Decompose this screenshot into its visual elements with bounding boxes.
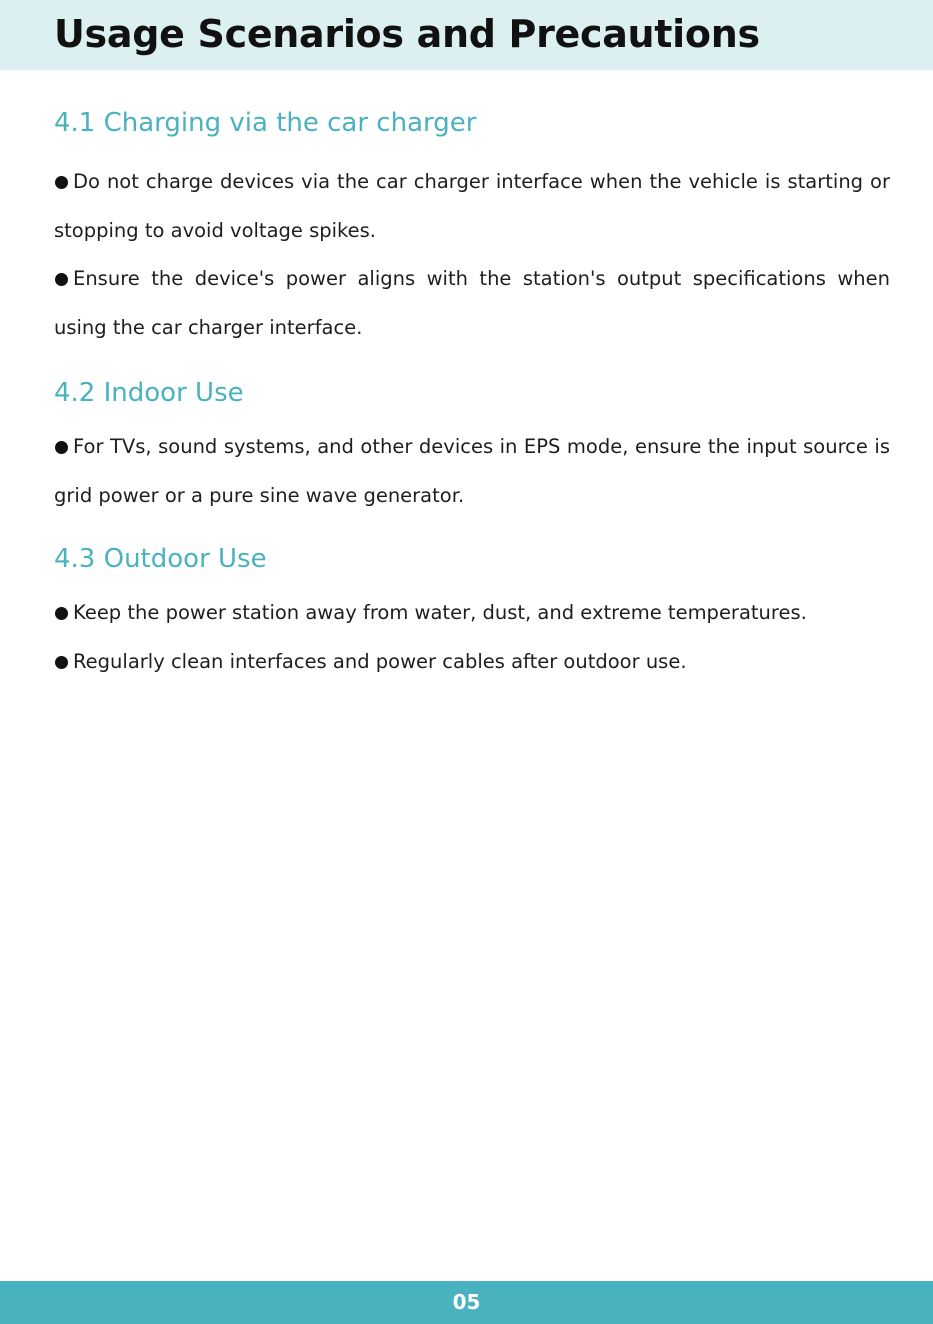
section-heading-outdoor-use: 4.3 Outdoor Use — [54, 544, 267, 574]
header-band — [0, 0, 933, 70]
bullet-dot-icon — [55, 176, 68, 189]
section-heading-indoor-use: 4.2 Indoor Use — [54, 378, 244, 408]
list-item — [54, 588, 890, 637]
list-item — [54, 254, 890, 352]
bullet-dot-icon — [55, 273, 68, 286]
bullet-dot-icon — [55, 441, 68, 454]
list-item — [54, 422, 890, 520]
list-item-text: For TVs, sound systems, and other devices in EPS mode, ensure the input source is grid power or a pure sine wave generator. — [54, 435, 890, 507]
bullet-dot-icon — [55, 656, 68, 669]
list-item-text: Regularly clean interfaces and power cables after outdoor use. — [73, 650, 687, 673]
footer-band — [0, 1281, 933, 1324]
section-heading-car-charger: 4.1 Charging via the car charger — [54, 108, 477, 138]
list-item-text: Ensure the device's power aligns with the station's output specifications when using the car charger interface. — [54, 267, 890, 339]
page-number: 05 — [452, 1290, 481, 1314]
page-title: Usage Scenarios and Precautions — [54, 12, 760, 56]
list-item-text: Keep the power station away from water, dust, and extreme temperatures. — [73, 601, 807, 624]
list-item — [54, 157, 890, 255]
bullet-dot-icon — [55, 607, 68, 620]
list-item — [54, 637, 890, 686]
list-item-text: Do not charge devices via the car charger interface when the vehicle is starting or stopping to avoid voltage spikes. — [54, 170, 890, 242]
